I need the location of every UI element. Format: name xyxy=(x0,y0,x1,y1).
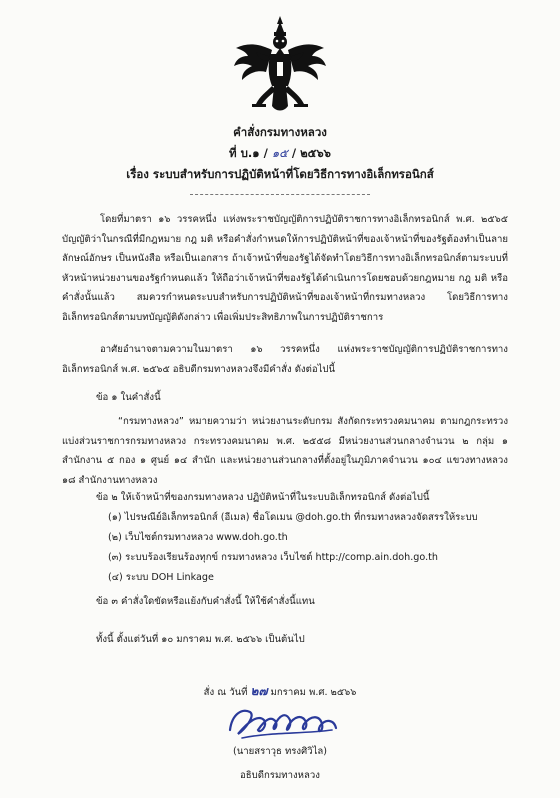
system-list xyxy=(108,508,478,588)
order-number xyxy=(0,145,560,163)
list-item: (๓) ระบบร้องเรียนร้องทุกข์ กรมทางหลวง เว็บไซต์ http://comp.ain.doh.go.th xyxy=(108,552,438,563)
definition-paragraph: “กรมทางหลวง” หมายความว่า หน่วยงานระดับกรม สังกัดกระทรวงคมนาคม ตามกฎกระทรวงแบ่งส่วนราชการกรมทางหลวง กระทรวงคมนาคม พ.ศ. ๒๕๕๘ มีหน่วยงานส่วนกลางจำนวน ๒ กลุ่ม ๑ สำนักงาน ๕ กอง ๑ ศูนย์ ๑๔ สำนัก และหน่วยงานส่วนกลางที่ตั้งอยู่ในภูมิภาคจำนวน ๑๐๔ แขวงทางหลวง ๑๘ สำนักงานทางหลวง xyxy=(62,416,508,486)
document-subject: เรื่อง ระบบสำหรับการปฏิบัติหน้าที่โดยวิธีการทางอิเล็กทรอนิกส์ xyxy=(126,167,434,181)
garuda-emblem-icon xyxy=(230,14,330,116)
authority-paragraph: อาศัยอำนาจตามความในมาตรา ๑๖ วรรคหนึ่ง แห่งพระราชบัญญัติการปฏิบัติราชการทางอิเล็กทรอนิกส์ พ.ศ. ๒๕๖๕ อธิบดีกรมทางหลวงจึงมีคำสั่ง ดังต่อไปนี้ xyxy=(62,344,508,375)
handwritten-signature xyxy=(222,700,342,746)
clause-3-heading: ข้อ ๓ คำสั่งใดขัดหรือแย้งกับคำสั่งนี้ ให้ใช้คำสั่งนี้แทน xyxy=(96,596,315,607)
preamble-paragraph: โดยที่มาตรา ๑๖ วรรคหนึ่ง แห่งพระราชบัญญัติการปฏิบัติราชการทางอิเล็กทรอนิกส์ พ.ศ. ๒๕๖๕ บัญญัติว่าในกรณีที่มีกฎหมาย กฎ มติ หรือคำสั่งกำหนดให้การปฏิบัติหน้าที่ของเจ้าหน้าที่ของรัฐต้องทำเป็นลายลักษณ์อักษร เป็นหนังสือ หรือเป็นเอกสาร ถ้าเจ้าหน้าที่ของรัฐได้จัดทำโดยวิธีการทางอิเล็กทรอนิกส์ตามระบบที่หัวหน้าหน่วยงานของรัฐกำหนดแล้ว ให้ถือว่าเจ้าหน้าที่ของรัฐได้ดำเนินการโดยชอบด้วยกฎหมาย กฎ มติ หรือคำสั่งนั้นแล้ว สมควรกำหนดระบบสำหรับการปฏิบัติหน้าที่ของเจ้าหน้าที่กรมทางหลวง โดยวิธีการทางอิเล็กทรอนิกส์ตามบทบัญญัติดังกล่าว เพื่อเพิ่มประสิทธิภาพในการปฏิบัติราชการ xyxy=(62,214,508,323)
clause-2-heading: ข้อ ๒ ให้เจ้าหน้าที่ของกรมทางหลวง ปฏิบัติหน้าที่ในระบบอิเล็กทรอนิกส์ ดังต่อไปนี้ xyxy=(96,492,430,503)
effective-date: ทั้งนี้ ตั้งแต่วันที่ ๑๐ มกราคม พ.ศ. ๒๕๖๖ เป็นต้นไป xyxy=(96,634,305,645)
list-item: (๑) ไปรษณีย์อิเล็กทรอนิกส์ (อีเมล) ชื่อโดเมน @doh.go.th ที่กรมทางหลวงจัดสรรให้ระบบ xyxy=(108,512,478,523)
document-title: คำสั่งกรมทางหลวง xyxy=(233,125,327,139)
signatory-name: (นายสราวุธ ทรงศิวิไล) xyxy=(232,746,328,757)
order-number-suffix: / ๒๕๖๖ xyxy=(291,146,331,160)
list-item: (๔) ระบบ DOH Linkage xyxy=(108,572,214,583)
header-divider xyxy=(190,194,370,195)
signatory-position: อธิบดีกรมทางหลวง xyxy=(240,770,320,781)
order-number-prefix: ที่ บ.๑ / xyxy=(229,146,268,160)
signing-day-handwritten: ๒๗ xyxy=(250,684,268,698)
order-number-handwritten: ๑๕ xyxy=(271,146,288,160)
signing-date xyxy=(0,682,560,701)
clause-1-heading: ข้อ ๑ ในคำสั่งนี้ xyxy=(96,392,161,403)
signing-date-prefix: สั่ง ณ วันที่ xyxy=(203,687,248,698)
signing-date-suffix: มกราคม พ.ศ. ๒๕๖๖ xyxy=(270,687,357,698)
list-item: (๒) เว็บไซต์กรมทางหลวง www.doh.go.th xyxy=(108,532,288,543)
